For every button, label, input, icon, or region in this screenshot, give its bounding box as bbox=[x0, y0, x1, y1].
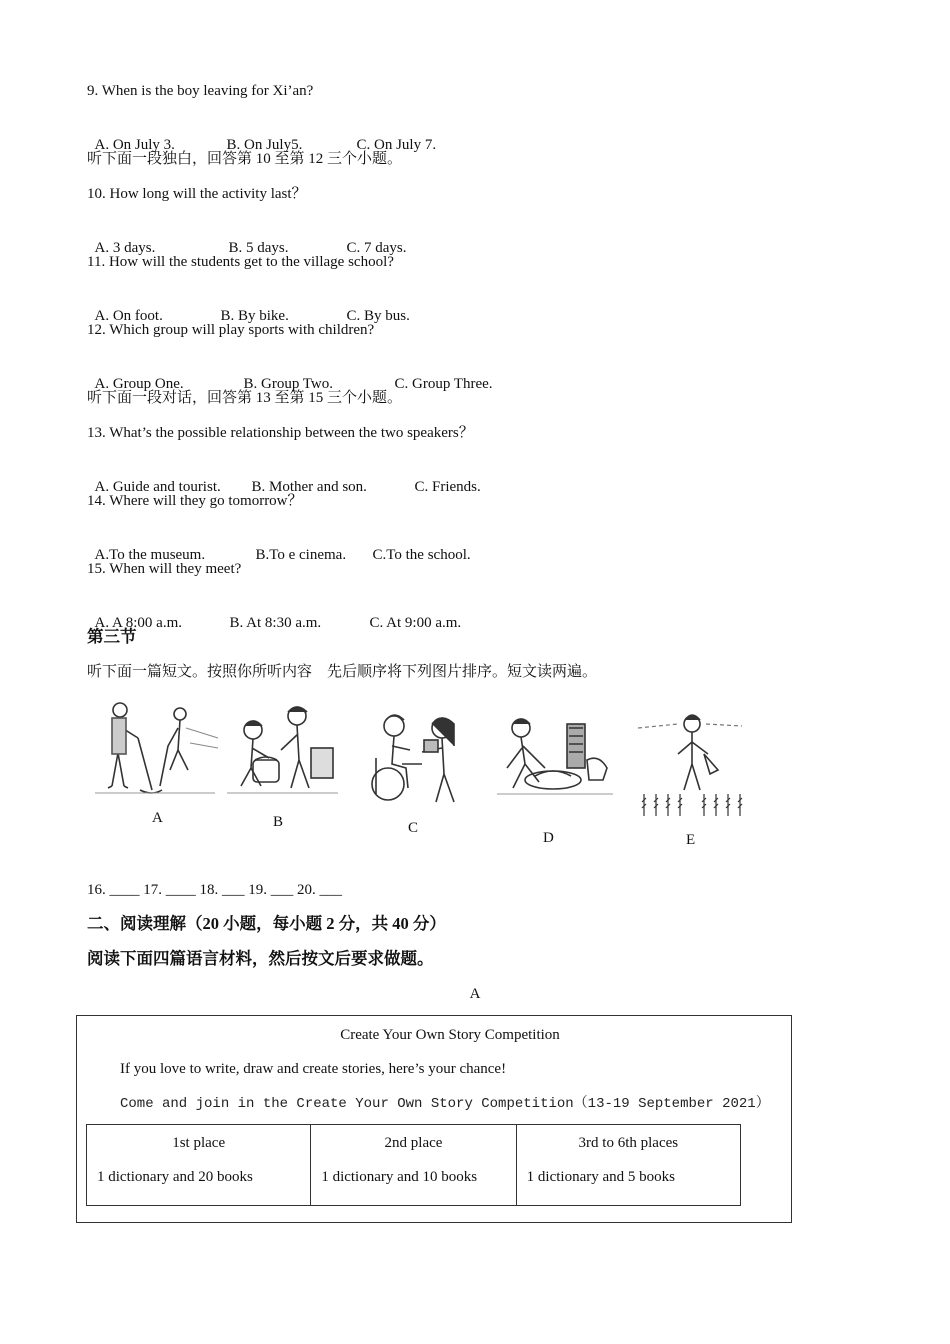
prize-cell bbox=[311, 1125, 516, 1206]
question-12: 12. Which group will play sports with children? bbox=[87, 322, 375, 338]
section-three-heading: 第三节 bbox=[87, 627, 137, 646]
option-b: B. Group Two. bbox=[243, 376, 334, 392]
picture-e bbox=[638, 698, 748, 848]
competition-intro: If you love to write, draw and create stories, here’s your chance! bbox=[120, 1061, 507, 1077]
competition-join-line: Come and join in the Create Your Own Story Competition（13-19 September 2021） bbox=[120, 1096, 770, 1112]
option-c: C. At 9:00 a.m. bbox=[369, 615, 462, 631]
part-two-heading: 二、阅读理解（20 小题，每小题 2 分，共 40 分） bbox=[87, 914, 446, 933]
option-b: B. By bike. bbox=[220, 308, 289, 324]
passage-label: A bbox=[469, 986, 481, 1002]
competition-title: Create Your Own Story Competition bbox=[340, 1027, 560, 1043]
option-c: C. On July 7. bbox=[356, 137, 437, 153]
option-c: C. By bus. bbox=[346, 308, 410, 324]
section-three-instruction: 听下面一篇短文。按照你所听内容 先后顺序将下列图片排序。短文读两遍。 bbox=[87, 664, 598, 680]
option-a: A. 3 days. bbox=[94, 240, 156, 256]
question-13: 13. What’s the possible relationship between the two speakers？ bbox=[87, 425, 474, 441]
option-b: B. Mother and son. bbox=[251, 479, 367, 495]
question-11: 11. How will the students get to the village school? bbox=[87, 254, 394, 270]
option-a: A. On foot. bbox=[94, 308, 163, 324]
option-c: C.To the school. bbox=[372, 547, 471, 563]
prize-place: 2nd place bbox=[384, 1135, 443, 1151]
option-a: A.To the museum. bbox=[94, 547, 206, 563]
prize-cell bbox=[516, 1125, 740, 1206]
option-a: A. On July 3. bbox=[94, 137, 175, 153]
picture-d bbox=[495, 698, 615, 848]
question-15: 15. When will they meet? bbox=[87, 561, 242, 577]
prize-cell bbox=[87, 1125, 311, 1206]
option-a: A. A 8:00 a.m. bbox=[94, 615, 183, 631]
prize-table bbox=[86, 1124, 741, 1206]
prize-place: 1st place bbox=[172, 1135, 226, 1151]
option-b: B. 5 days. bbox=[228, 240, 289, 256]
planting-illustration bbox=[638, 698, 748, 818]
question-9: 9. When is the boy leaving for Xi’an? bbox=[87, 83, 314, 99]
option-a: A. Guide and tourist. bbox=[94, 479, 221, 495]
picture-a bbox=[90, 698, 220, 848]
wheelchair-illustration bbox=[362, 698, 472, 813]
prize-place: 3rd to 6th places bbox=[578, 1135, 679, 1151]
table-row bbox=[87, 1125, 741, 1206]
picture-row bbox=[90, 698, 750, 848]
picture-b bbox=[225, 698, 340, 848]
instruction-10-12: 听下面一段独白，回答第 10 至第 12 三个小题。 bbox=[87, 151, 403, 167]
picture-label-e: E bbox=[686, 832, 696, 848]
option-b: B. At 8:30 a.m. bbox=[229, 615, 322, 631]
option-c: C. 7 days. bbox=[346, 240, 407, 256]
answer-blanks: 16. ____ 17. ____ 18. ___ 19. ___ 20. ___ bbox=[87, 882, 342, 898]
prize-reward: 1 dictionary and 5 books bbox=[526, 1169, 675, 1185]
option-a: A. Group One. bbox=[94, 376, 184, 392]
cooking-illustration bbox=[225, 698, 340, 808]
option-b: B. On July5. bbox=[226, 137, 303, 153]
prize-reward: 1 dictionary and 10 books bbox=[321, 1169, 478, 1185]
picture-label-c: C bbox=[408, 820, 419, 836]
option-c: C. Group Three. bbox=[394, 376, 493, 392]
option-c: C. Friends. bbox=[414, 479, 481, 495]
option-b: B.To e cinema. bbox=[255, 547, 347, 563]
picture-label-d: D bbox=[543, 830, 554, 846]
picture-label-b: B bbox=[273, 814, 284, 830]
washing-illustration bbox=[495, 698, 615, 813]
question-15-options bbox=[87, 593, 461, 633]
picture-label-a: A bbox=[152, 810, 163, 826]
instruction-13-15: 听下面一段对话，回答第 13 至第 15 三个小题。 bbox=[87, 390, 403, 406]
prize-reward: 1 dictionary and 20 books bbox=[97, 1169, 253, 1185]
picture-c bbox=[362, 698, 472, 848]
question-10: 10. How long will the activity last？ bbox=[87, 186, 307, 202]
sweeping-illustration bbox=[90, 698, 220, 808]
part-two-instruction: 阅读下面四篇语言材料，然后按文后要求做题。 bbox=[87, 949, 434, 968]
question-14: 14. Where will they go tomorrow？ bbox=[87, 493, 303, 509]
